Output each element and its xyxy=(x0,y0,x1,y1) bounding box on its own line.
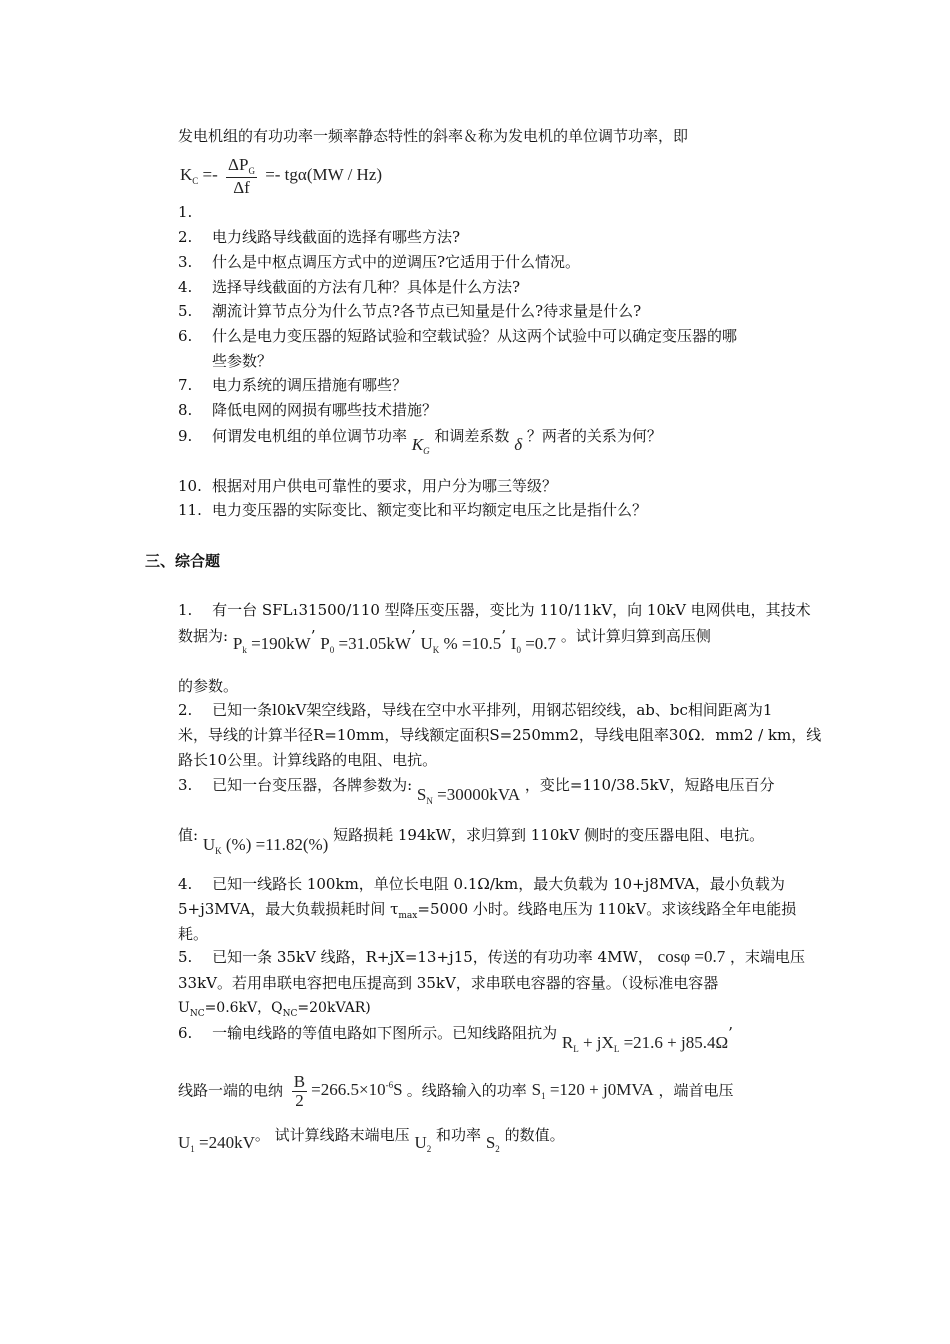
intro-text: 发电机组的有功功率一频率静态特性的斜率＆称为发电机的单位调节功率，即 xyxy=(178,127,689,145)
question-10: 10. 根据对用户供电可靠性的要求，用户分为哪三等级？ xyxy=(178,477,558,495)
question-6-cont: 些参数？ xyxy=(212,352,273,370)
formula-k: K xyxy=(180,165,193,184)
problem-1-line-1: 1. 有一台 SFL₁31500/110 型降压变压器，变比为 110/11kV，向 10kV 电网供电，其技术 xyxy=(178,601,811,619)
problem-2-line-1: 2. 已知一条l0kV架空线路，导线在空中水平排列，用钢芯铝绞线，ab、bc相间距离为1 xyxy=(178,701,773,719)
problem-1-line-3: 的参数。 xyxy=(178,677,239,695)
question-11: 11. 电力变压器的实际变比、额定变比和平均额定电压之比是指什么？ xyxy=(178,501,648,519)
question-1: 1. xyxy=(178,203,193,221)
section-3-title: 三、综合题 xyxy=(145,552,221,570)
problem-1-line-2: 数据为: $P_k =190kW$’ $P_0 =31.05kW$’ $U_K$ % =10.5’ $I_0 =0.7$ 。试计算归算到高压侧 xyxy=(178,627,711,655)
question-3: 3. 什么是中枢点调压方式中的逆调压?它适用于什么情况。 xyxy=(178,253,581,271)
problem-4-line-2: 5+j3MVA，最大负载损耗时间 $\tau_{max}=5000$ 小时。线路电压为 110kV。求该线路全年电能损 xyxy=(178,900,797,921)
problem-4-line-1: 4. 已知一线路长 100km，单位长电阻 0.1Ω/km，最大负载为 10+j8MVA，最小负载为 xyxy=(178,875,785,893)
question-6: 6. 什么是电力变压器的短路试验和空载试验？从这两个试验中可以确定变压器的哪 xyxy=(178,327,738,345)
problem-3-line-1: 3. 已知一台变压器，各牌参数为: $S_N =30000kVA$ ，变比=110/38.5kV，短路电压百分 xyxy=(178,776,775,806)
problem-6-line-1: 6. 一输电线路的等值电路如下图所示。已知线路阻抗为 $R_L + jX_L =21.6 + j85.4\Omega$’ xyxy=(178,1024,733,1054)
problem-6-line-2: 线路一端的电纳 $\frac{B}{2}$ $=266.5\times 10^{-6}S$ 。线路输入的功率 $S_1 =120 + j0MVA$ ，端首电压 xyxy=(178,1072,734,1110)
problem-5-line-1: 5. 已知一条 35kV 线路，R+jX=13+j15，传送的有功功率 4MW， cosφ =0.7 ，末端电压 xyxy=(178,947,806,966)
problem-6-line-3: $U_1 =240kV$。 试计算线路末端电压 $U_2$ 和功率 $S_2$ 的数值。 xyxy=(178,1126,565,1154)
problem-2-line-3: 路长10公里。计算线路的电阻、电抗。 xyxy=(178,751,438,769)
question-9: 9. 何谓发电机组的单位调节功率 $K_G$ 和调差系数 δ ？两者的关系为何？ xyxy=(178,427,662,456)
intro-formula: $K_C$ =- $\frac{\Delta P_G}{\Delta f}$ =- tgα(MW / Hz) xyxy=(180,154,383,197)
question-5: 5. 潮流计算节点分为什么节点?各节点已知量是什么?待求量是什么? xyxy=(178,302,642,320)
problem-3-line-2: 值: $U_K$ (%) =11.82(%) 短路损耗 194kW，求归算到 110kV 侧时的变压器电阻、电抗。 xyxy=(178,826,765,856)
question-8: 8. 降低电网的网损有哪些技术措施？ xyxy=(178,401,438,419)
formula-fraction: $\frac{\Delta P_G}{\Delta f}$ xyxy=(228,154,255,197)
problem-4-line-3: 耗。 xyxy=(178,925,209,943)
problem-2-line-2: 米，导线的计算半径R=10mm，导线额定面积S=250mm2，导线电阻率30Ω．mm2 / km，线 xyxy=(178,726,822,744)
question-4: 4. 选择导线截面的方法有几种？具体是什么方法? xyxy=(178,278,521,296)
question-2: 2. 电力线路导线截面的选择有哪些方法? xyxy=(178,228,461,246)
problem-5-line-2: 33kV。若用串联电容把电压提高到 35kV，求串联电容器的容量。（设标准电容器 xyxy=(178,974,719,992)
question-7: 7. 电力系统的调压措施有哪些？ xyxy=(178,376,408,394)
problem-5-line-3: $U_{NC}=0.6kV$，$Q_{NC}=20kVAR$) xyxy=(178,1000,371,1019)
